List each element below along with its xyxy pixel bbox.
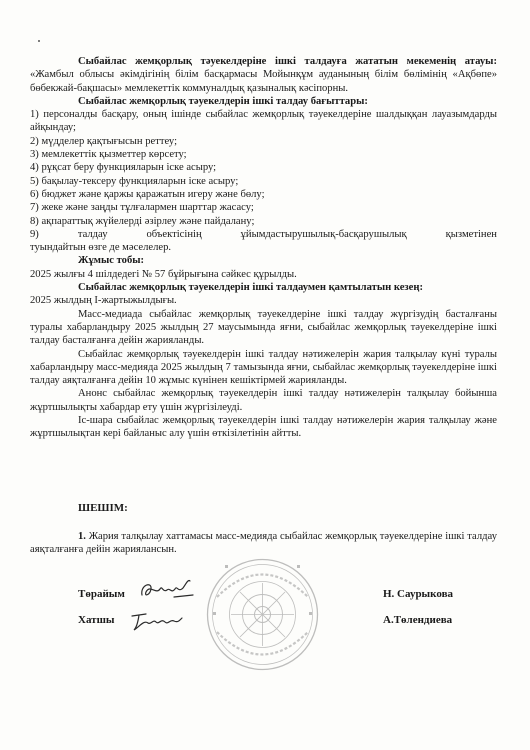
group-title: Жұмыс тобы: bbox=[78, 255, 145, 267]
word: қызметінен bbox=[445, 228, 497, 240]
chair-signature bbox=[138, 575, 198, 605]
document-body bbox=[30, 55, 497, 441]
scan-dot bbox=[38, 40, 40, 42]
direction-item: 1) персоналды басқару, оның ішінде сыбайлас жемқорлық тәуекелдеріне шалдыққан лауазымдарды айқындау; bbox=[30, 109, 497, 134]
institution-name: «Жамбыл облысы әкімдігінің білім басқармасы Мойынқұм ауданының білім бөлімінің «Ақбөпе» бөбекжай-бақшасы» мемлекеттік коммуналдық қазыналық кәсіпорны. bbox=[30, 69, 497, 94]
institution-paragraph bbox=[30, 55, 497, 95]
paragraph-event: Іс-шара сыбайлас жемқорлық тәуекелдерін ішкі талдау нәтижелерін жария талқылау және жұртшылықтан кері байланыс алу үшін өткізілетінін айтты. bbox=[30, 415, 497, 440]
directions-list bbox=[30, 108, 497, 254]
direction-item: 8) ақпараттық жүйелерді әзірлеу және пайдалану; bbox=[30, 215, 255, 227]
decision-item bbox=[30, 530, 497, 557]
group-text: 2025 жылғы 4 шілдедегі № 57 бұйрығына сәйкес құрылды. bbox=[30, 268, 297, 280]
decision-body bbox=[30, 530, 497, 557]
institution-label: Сыбайлас жемқорлық тәуекелдеріне ішкі талдауға жататын мекеменің атауы: bbox=[78, 56, 497, 67]
paragraph-anons: Анонс сыбайлас жемқорлық тәуекелдерін ішкі талдау нәтижелерін талқылау бойынша жұртшылықты хабардар ету үшін жүргізілеуді. bbox=[30, 388, 497, 413]
secretary-label: Хатшы bbox=[78, 614, 115, 626]
direction-item: 6) бюджет және қаржы қаражатын игеру және бөлу; bbox=[30, 188, 265, 200]
word: ұйымдастырушылық-басқарушылық bbox=[240, 228, 407, 240]
directions-title: Сыбайлас жемқорлық тәуекелдерін ішкі талдау бағыттары: bbox=[78, 95, 368, 107]
paragraph-announcement-start: Масс-медиада сыбайлас жемқорлық тәуекелдеріне ішкі талдау жүргізудің басталғаны туралы хабарландыру 2025 жылдың 27 маусымында яғни, сыбайлас жемқорлық тәуекелдеріне ішкі талдау басталғанға дейін жарияланды. bbox=[30, 308, 497, 347]
direction-item: 7) жеке және заңды тұлғалармен шарттар жасасу; bbox=[30, 202, 254, 214]
chair-name: Н. Саурыкова bbox=[383, 588, 454, 600]
decision-number: 1. bbox=[78, 531, 86, 542]
direction-item-9-line bbox=[30, 228, 497, 241]
decision-item-text: Жария талқылау хаттамасы масс-медияда сыбайлас жемқорлық тәуекелдеріне ішкі талдау аяқталғанға дейін жариялансын. bbox=[30, 531, 497, 556]
chair-label: Төрайым bbox=[78, 588, 125, 600]
period-title: Сыбайлас жемқорлық тәуекелдерін ішкі талдаумен қамтылатын кезең: bbox=[78, 282, 423, 294]
direction-item: 4) рұқсат беру функцияларын іске асыру; bbox=[30, 162, 217, 174]
direction-item: 3) мемлекеттік қызметтер көрсету; bbox=[30, 149, 187, 161]
paragraph-announcement-discussion: Сыбайлас жемқорлық тәуекелдерін ішкі талдау нәтижелерін жария талқылау күні туралы хабарландыру масс-медияда 2025 жылдың 7 тамызында яғни, сыбайлас жемқорлық тәуекелдеріне ішкі талдау аяқталғанға дейін 10 жұмыс күнінен кешіктірмей жарияланды. bbox=[30, 348, 497, 387]
direction-item: 5) бақылау-тексеру функцияларын іске асыру; bbox=[30, 175, 239, 187]
direction-item-9 bbox=[30, 228, 497, 255]
secretary-signature bbox=[126, 606, 186, 636]
word: объектісінің bbox=[146, 228, 202, 240]
period-text: 2025 жылдың I-жартыжылдығы. bbox=[30, 295, 177, 307]
direction-item-9-rest: туындайтын өзге де мәселелер. bbox=[30, 242, 172, 254]
official-seal-stamp bbox=[205, 557, 320, 672]
word: 9) bbox=[30, 228, 39, 240]
decision-title: ШЕШІМ: bbox=[78, 502, 128, 514]
word: талдау bbox=[77, 228, 108, 240]
direction-item: 2) мүдделер қақтығысын реттеу; bbox=[30, 135, 178, 147]
secretary-name: А.Төлендиева bbox=[383, 614, 453, 626]
